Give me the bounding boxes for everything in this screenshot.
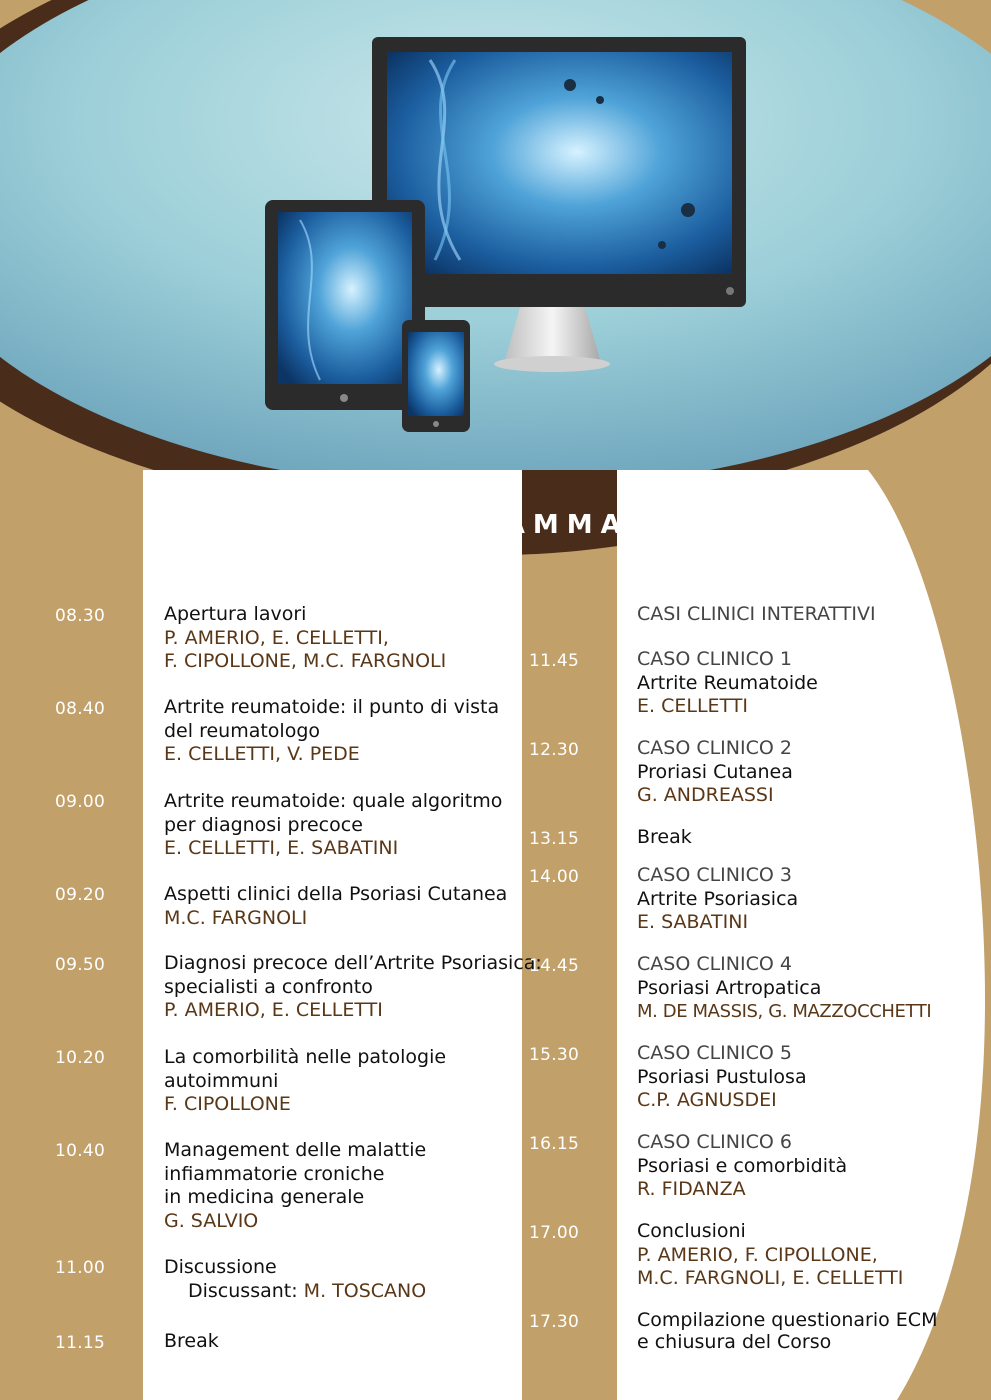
schedule-entry: Apertura lavori P. AMERIO, E. CELLETTI, F. CIPOLLONE, M.C. FARGNOLI	[164, 603, 447, 672]
schedule-entry: CASO CLINICO 6 Psoriasi e comorbidità R. FIDANZA	[637, 1131, 848, 1200]
schedule-time: 11.00	[55, 1258, 106, 1278]
schedule-time: 09.00	[55, 792, 106, 812]
schedule-entry: Break	[637, 826, 692, 848]
schedule-entry: Artrite reumatoide: il punto di vista del reumatologo E. CELLETTI, V. PEDE	[164, 696, 500, 765]
schedule-entry: CASO CLINICO 2 Proriasi Cutanea G. ANDREASSI	[637, 737, 793, 806]
schedule-time: 10.20	[55, 1048, 106, 1068]
schedule-time: 11.45	[529, 651, 580, 671]
schedule-entry: Compilazione questionario ECM e chiusura del Corso	[637, 1309, 938, 1353]
page-title: PROGRAMMA	[362, 510, 629, 540]
schedule-time: 17.00	[529, 1223, 580, 1243]
schedule-time: 09.20	[55, 885, 106, 905]
schedule-time: 10.40	[55, 1141, 106, 1161]
schedule-time: 14.00	[529, 867, 580, 887]
schedule-entry: Break	[164, 1330, 219, 1352]
schedule-entry: Aspetti clinici della Psoriasi Cutanea M.C. FARGNOLI	[164, 883, 508, 929]
schedule-entry: CASO CLINICO 3 Artrite Psoriasica E. SABATINI	[637, 864, 799, 933]
schedule-time: 14.45	[529, 956, 580, 976]
schedule-time: 11.15	[55, 1333, 106, 1353]
schedule-time: 09.50	[55, 955, 106, 975]
schedule-time: 15.30	[529, 1045, 580, 1065]
schedule-time: 16.15	[529, 1134, 580, 1154]
schedule-entry: CASO CLINICO 4 Psoriasi Artropatica M. DE MASSIS, G. MAZZOCCHETTI	[637, 953, 932, 1022]
schedule-time: 12.30	[529, 740, 580, 760]
schedule-time: 13.15	[529, 829, 580, 849]
schedule-entry: Artrite reumatoide: quale algoritmo per diagnosi precoce E. CELLETTI, E. SABATINI	[164, 790, 503, 859]
schedule-entry: Conclusioni P. AMERIO, F. CIPOLLONE, M.C. FARGNOLI, E. CELLETTI	[637, 1220, 904, 1289]
schedule-entry: La comorbilità nelle patologie autoimmuni F. CIPOLLONE	[164, 1046, 447, 1115]
schedule-entry: CASO CLINICO 5 Psoriasi Pustulosa C.P. AGNUSDEI	[637, 1042, 807, 1111]
schedule-time: 08.30	[55, 606, 106, 626]
schedule-entry: Discussione Discussant: M. TOSCANO	[164, 1256, 427, 1302]
schedule-entry: Diagnosi precoce dell’Artrite Psoriasica: specialisti a confronto P. AMERIO, E. CELLETTI	[164, 952, 542, 1021]
schedule-time: 08.40	[55, 699, 106, 719]
schedule-section-heading: CASI CLINICI INTERATTIVI	[637, 603, 876, 625]
schedule-entry: CASO CLINICO 1 Artrite Reumatoide E. CELLETTI	[637, 648, 818, 717]
schedule-entry: Management delle malattie infiammatorie croniche in medicina generale G. SALVIO	[164, 1139, 427, 1232]
schedule-time: 17.30	[529, 1312, 580, 1332]
